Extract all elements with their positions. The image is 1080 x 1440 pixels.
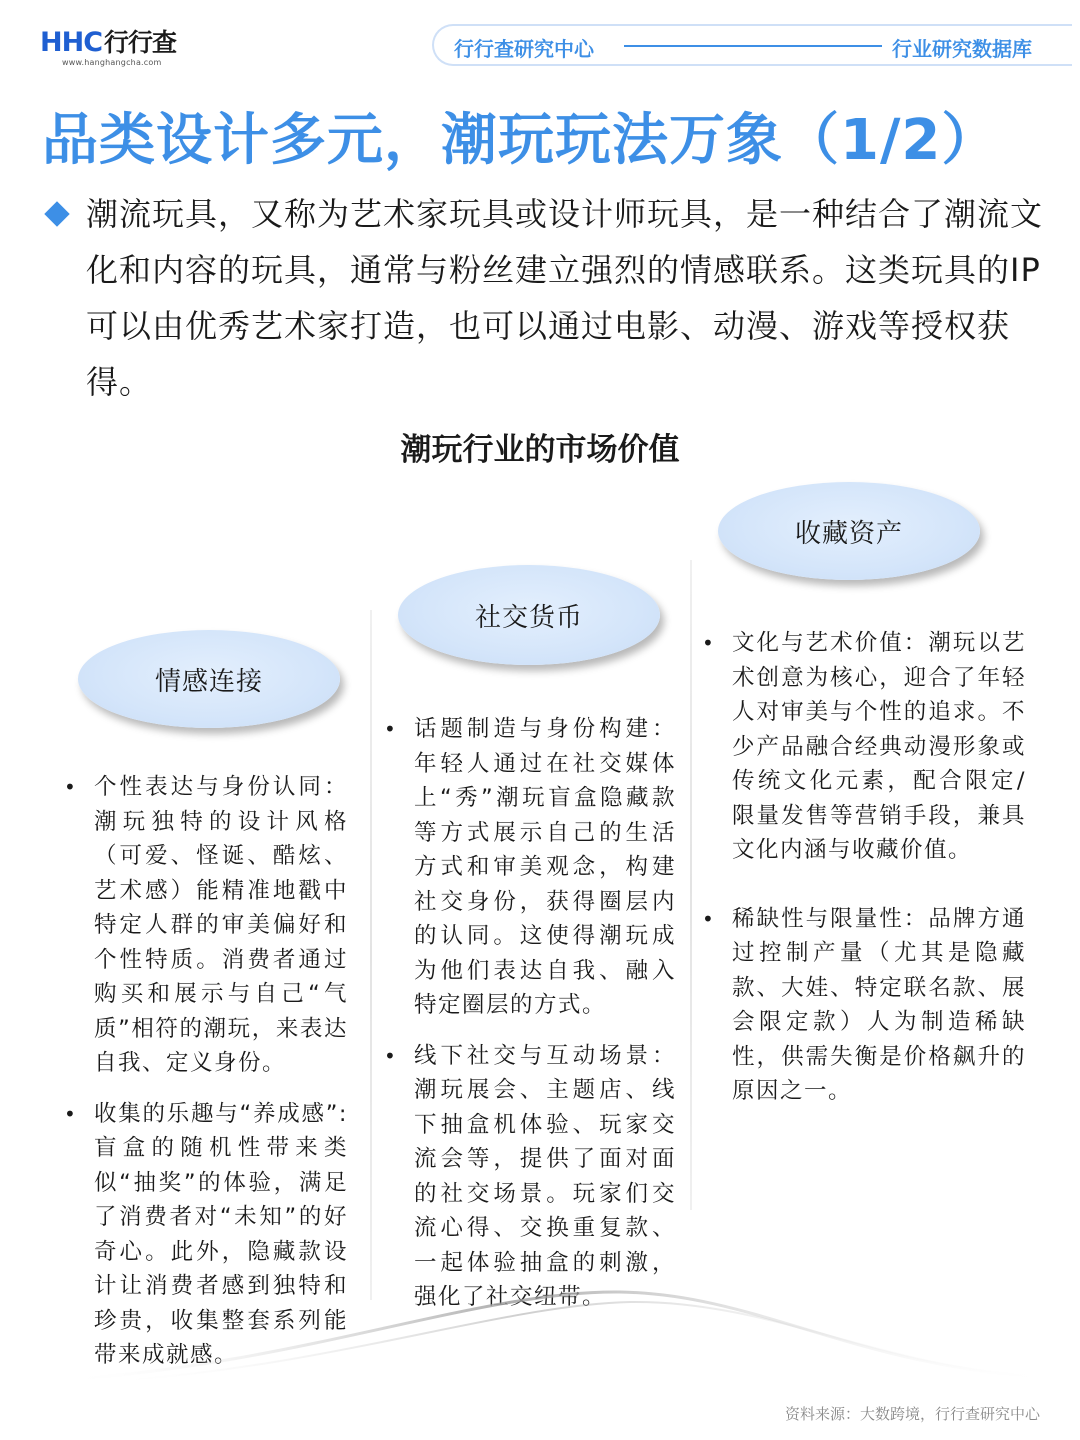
logo-url: www.hanghangcha.com <box>62 58 162 67</box>
bubble-collectible-asset: 收藏资产 <box>718 482 980 580</box>
list-item: • 个性表达与身份认同：潮玩独特的设计风格（可爱、怪诞、酷炫、艺术感）能精准地戳中特定人群的审美偏好和个性特质。消费者通过购买和展示与自己“气质”相符的潮玩，来表达自我、定义身份。 <box>94 770 348 1081</box>
header-left-label: 行行查研究中心 <box>454 37 594 61</box>
list-item: • 线下社交与互动场景：潮玩展会、主题店、线下抽盒机体验、玩家交流会等，提供了面对面的社交场景。玩家们交流心得、交换重复款、一起体验抽盒的刺激，强化了社交纽带。 <box>414 1039 676 1315</box>
list-item: • 稀缺性与限量性：品牌方通过控制产量（尤其是隐藏款、大娃、特定联名款、展会限定款）人为制造稀缺性，供需失衡是价格飙升的原因之一。 <box>732 902 1026 1109</box>
intro-paragraph: 潮流玩具，又称为艺术家玩具或设计师玩具，是一种结合了潮流文化和内容的玩具，通常与粉丝建立强烈的情感联系。这类玩具的IP可以由优秀艺术家打造，也可以通过电影、动漫、游戏等授权获得。 <box>86 195 1044 401</box>
logo-brand-cn: 行行查 <box>104 28 177 57</box>
list-item: • 收集的乐趣与“养成感”:盲盒的随机性带来类似“抽奖”的体验，满足了消费者对“未知”的好奇心。此外，隐藏款设计让消费者感到独特和珍贵，收集整套系列能带来成就感。 <box>94 1097 348 1373</box>
column-divider <box>690 560 692 1210</box>
section-title: 潮玩行业的市场价值 <box>400 432 680 468</box>
logo <box>40 28 190 72</box>
page-title: 品类设计多元，潮玩玩法万象（1/2） <box>42 108 999 173</box>
header-banner <box>432 24 1072 66</box>
column-divider <box>370 610 372 1300</box>
bubble-emotional-connection: 情感连接 <box>78 630 340 728</box>
list-item: • 文化与艺术价值：潮玩以艺术创意为核心，迎合了年轻人对审美与个性的追求。不少产品融合经典动漫形象或传统文化元素，配合限定/限量发售等营销手段，兼具文化内涵与收藏价值。 <box>732 626 1026 868</box>
diamond-bullet-icon <box>44 201 69 226</box>
bubble-social-currency: 社交货币 <box>398 565 660 665</box>
header-right-label: 行业研究数据库 <box>892 37 1032 61</box>
source-note: 资料来源：大数跨境，行行查研究中心 <box>784 1405 1040 1423</box>
column-collectible-points <box>704 626 1026 1125</box>
header-divider-line <box>624 45 882 47</box>
decorative-wave <box>0 1250 1080 1400</box>
column-social-points <box>386 712 676 1331</box>
list-item: • 话题制造与身份构建：年轻人通过在社交媒体上“秀”潮玩盲盒隐藏款等方式展示自己的生活方式和审美观念，构建社交身份，获得圈层内的认同。这使得潮玩成为他们表达自我、融入特定圈层的方式。 <box>414 712 676 1023</box>
logo-brand-latin: HHC <box>40 27 103 58</box>
